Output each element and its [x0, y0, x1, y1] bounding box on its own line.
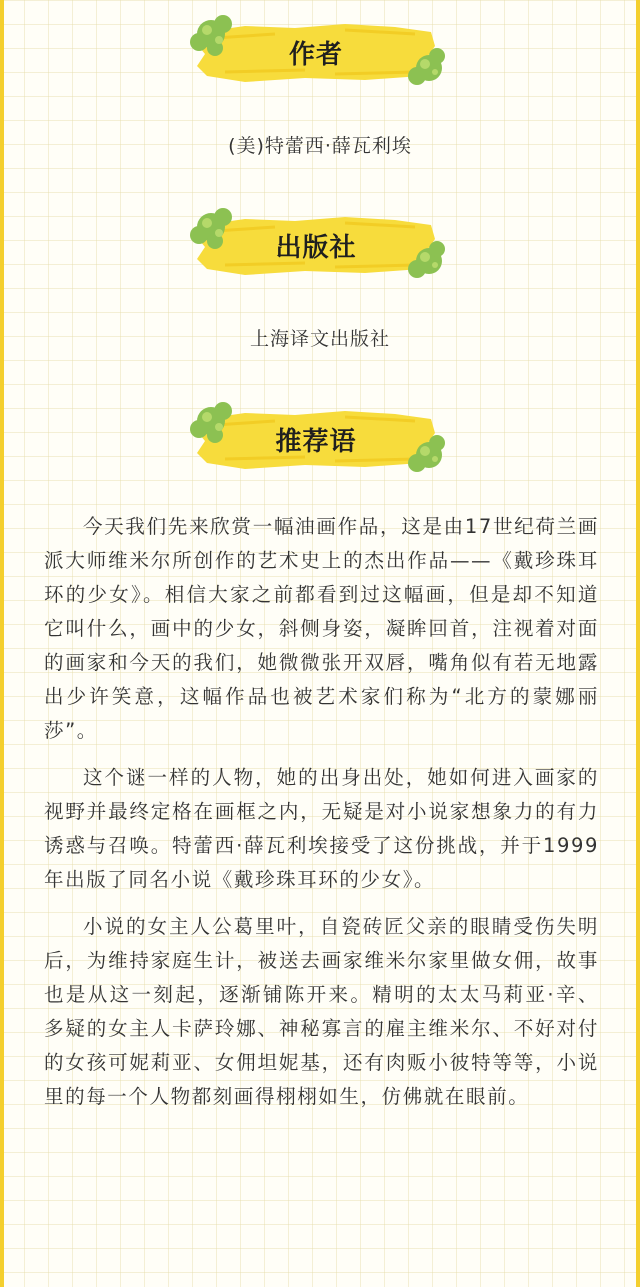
left-border	[0, 0, 4, 1287]
recommendation-body	[44, 510, 599, 1127]
recommendation-paragraph-1: 今天我们先来欣赏一幅油画作品，这是由17世纪荷兰画派大师维米尔所创作的艺术史上的杰出作品——《戴珍珠耳环的少女》。相信大家之前都看到过这幅画，但是却不知道它叫什么，画中的少女，斜侧身姿，凝眸回首，注视着对面的画家和今天的我们，她微微张开双唇，嘴角似有若无地露出少许笑意，这幅作品也被艺术家们称为“北方的蒙娜丽莎”。	[44, 515, 599, 742]
author-heading: 作者	[288, 40, 343, 70]
author-name: (美)特蕾西·薛瓦利埃	[228, 135, 412, 157]
author-header	[185, 10, 447, 100]
publisher-header	[185, 203, 447, 293]
right-border	[636, 0, 640, 1287]
recommendation-header	[185, 397, 447, 487]
publisher-heading: 出版社	[275, 233, 357, 263]
publisher-name: 上海译文出版社	[249, 328, 390, 350]
recommendation-paragraph-2: 这个谜一样的人物，她的出身出处，她如何进入画家的视野并最终定格在画框之内，无疑是对小说家想象力的有力诱惑与召唤。特蕾西·薛瓦利埃接受了这份挑战，并于1999年出版了同名小说《戴珍珠耳环的少女》。	[44, 766, 599, 891]
recommendation-heading: 推荐语	[275, 427, 357, 457]
recommendation-paragraph-3: 小说的女主人公葛里叶，自瓷砖匠父亲的眼睛受伤失明后，为维持家庭生计，被送去画家维米尔家里做女佣，故事也是从这一刻起，逐渐铺陈开来。精明的太太马莉亚·辛、多疑的女主人卡萨玲娜、神秘寡言的雇主维米尔、不好对付的女孩可妮莉亚、女佣坦妮基，还有肉贩小彼特等等，小说里的每一个人物都刻画得栩栩如生，仿佛就在眼前。	[44, 915, 599, 1108]
